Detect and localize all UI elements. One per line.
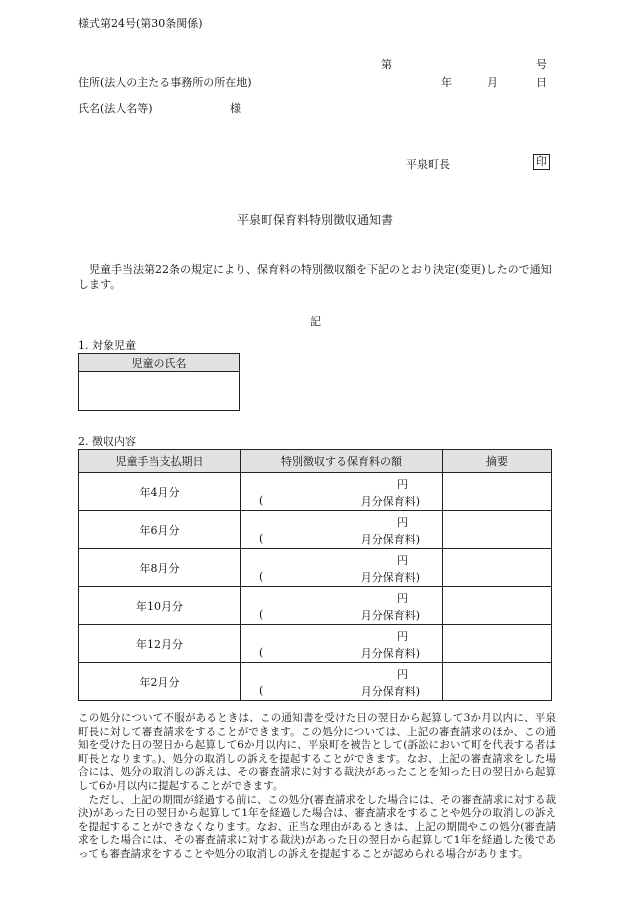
month-fee-label: 月分保育料) bbox=[360, 495, 420, 508]
open-paren: ( bbox=[259, 646, 264, 659]
child-name-cell bbox=[79, 372, 240, 411]
seal-stamp: 印 bbox=[533, 154, 550, 170]
document-title: 平泉町保育料特別徴収通知書 bbox=[236, 213, 393, 227]
payment-date-header: 児童手当支払期日 bbox=[79, 450, 241, 473]
body-text bbox=[78, 262, 554, 292]
month-fee-label: 月分保育料) bbox=[360, 533, 420, 546]
child-table bbox=[78, 353, 240, 411]
amount-cell bbox=[241, 511, 443, 549]
collection-table bbox=[78, 449, 552, 701]
date-year: 年 bbox=[441, 76, 452, 89]
body-paragraph: 児童手当法第22条の規定により、保育料の特別徴収額を下記のとおり決定(変更)したので通知します。 bbox=[78, 263, 552, 291]
table-row bbox=[79, 663, 552, 701]
open-paren: ( bbox=[259, 608, 264, 621]
yen-unit: 円 bbox=[397, 554, 408, 567]
open-paren: ( bbox=[259, 494, 264, 507]
amount-cell bbox=[241, 473, 443, 511]
yen-unit: 円 bbox=[397, 516, 408, 529]
ki-heading: 記 bbox=[310, 315, 321, 328]
table-row bbox=[79, 625, 552, 663]
notice-paragraph-1: この処分について不服があるときは、この通知書を受けた日の翌日から起算して3か月以内に、平泉町長に対して審査請求をすることができます。この処分については、上記の審査請求のほか、この通知を受けた日の翌日から起算して6か月以内に、平泉町を被告として(訴訟において町を代表する者は町長となります。)、処分の取消しの訴えを提起することができます。なお、上記の審査請求をした場合には、処分の取消しの訴えは、その審査請求に対する裁決があったことを知った日の翌日から起算して6か月以内に提起することができます。 bbox=[78, 712, 556, 792]
remarks-cell bbox=[443, 511, 552, 549]
month-fee-label: 月分保育料) bbox=[360, 571, 420, 584]
amount-header: 特別徴収する保育料の額 bbox=[241, 450, 443, 473]
table-row bbox=[79, 511, 552, 549]
form-number: 様式第24号(第30条関係) bbox=[78, 17, 203, 30]
payment-date-cell: 年6月分 bbox=[79, 511, 241, 549]
amount-cell bbox=[241, 625, 443, 663]
month-fee-label: 月分保育料) bbox=[360, 609, 420, 622]
yen-unit: 円 bbox=[397, 478, 408, 491]
address-label: 住所(法人の主たる事務所の所在地) bbox=[78, 76, 252, 89]
table-row bbox=[79, 587, 552, 625]
name-label: 氏名(法人名等) bbox=[78, 102, 153, 115]
open-paren: ( bbox=[259, 532, 264, 545]
month-fee-label: 月分保育料) bbox=[360, 647, 420, 660]
table-row bbox=[79, 549, 552, 587]
number-prefix: 第 bbox=[381, 58, 392, 71]
section2-heading: 2. 徴収内容 bbox=[78, 435, 136, 448]
honorific: 様 bbox=[230, 102, 241, 115]
yen-unit: 円 bbox=[397, 592, 408, 605]
payment-date-cell: 年10月分 bbox=[79, 587, 241, 625]
remarks-header: 摘要 bbox=[443, 450, 552, 473]
amount-cell bbox=[241, 587, 443, 625]
date-month: 月 bbox=[487, 76, 498, 89]
payment-date-cell: 年4月分 bbox=[79, 473, 241, 511]
remarks-cell bbox=[443, 587, 552, 625]
payment-date-cell: 年8月分 bbox=[79, 549, 241, 587]
remarks-cell bbox=[443, 473, 552, 511]
month-fee-label: 月分保育料) bbox=[360, 685, 420, 698]
yen-unit: 円 bbox=[397, 668, 408, 681]
amount-cell bbox=[241, 549, 443, 587]
open-paren: ( bbox=[259, 570, 264, 583]
remarks-cell bbox=[443, 625, 552, 663]
section1-heading: 1. 対象児童 bbox=[78, 339, 136, 352]
table-row bbox=[79, 473, 552, 511]
remarks-cell bbox=[443, 663, 552, 701]
appeal-notice bbox=[78, 712, 556, 862]
child-name-header: 児童の氏名 bbox=[79, 354, 240, 372]
notice-paragraph-2: ただし、上記の期間が経過する前に、この処分(審査請求をした場合には、その審査請求に対する裁決)があった日の翌日から起算して1年を経過した場合は、審査請求をすることや処分の取消しの訴えを提起することができなくなります。なお、正当な理由があるときは、上記の期間やこの処分(審査請求をした場合には、その審査請求に対する裁決)があった日の翌日から起算して1年を経過した後であっても審査請求をすることや処分の取消しの訴えを提起することが認められる場合があります。 bbox=[78, 793, 556, 860]
number-suffix: 号 bbox=[536, 58, 547, 71]
payment-date-cell: 年2月分 bbox=[79, 663, 241, 701]
issuer: 平泉町長 bbox=[406, 158, 450, 171]
open-paren: ( bbox=[259, 684, 264, 697]
remarks-cell bbox=[443, 549, 552, 587]
date-day: 日 bbox=[536, 76, 547, 89]
payment-date-cell: 年12月分 bbox=[79, 625, 241, 663]
yen-unit: 円 bbox=[397, 630, 408, 643]
amount-cell bbox=[241, 663, 443, 701]
